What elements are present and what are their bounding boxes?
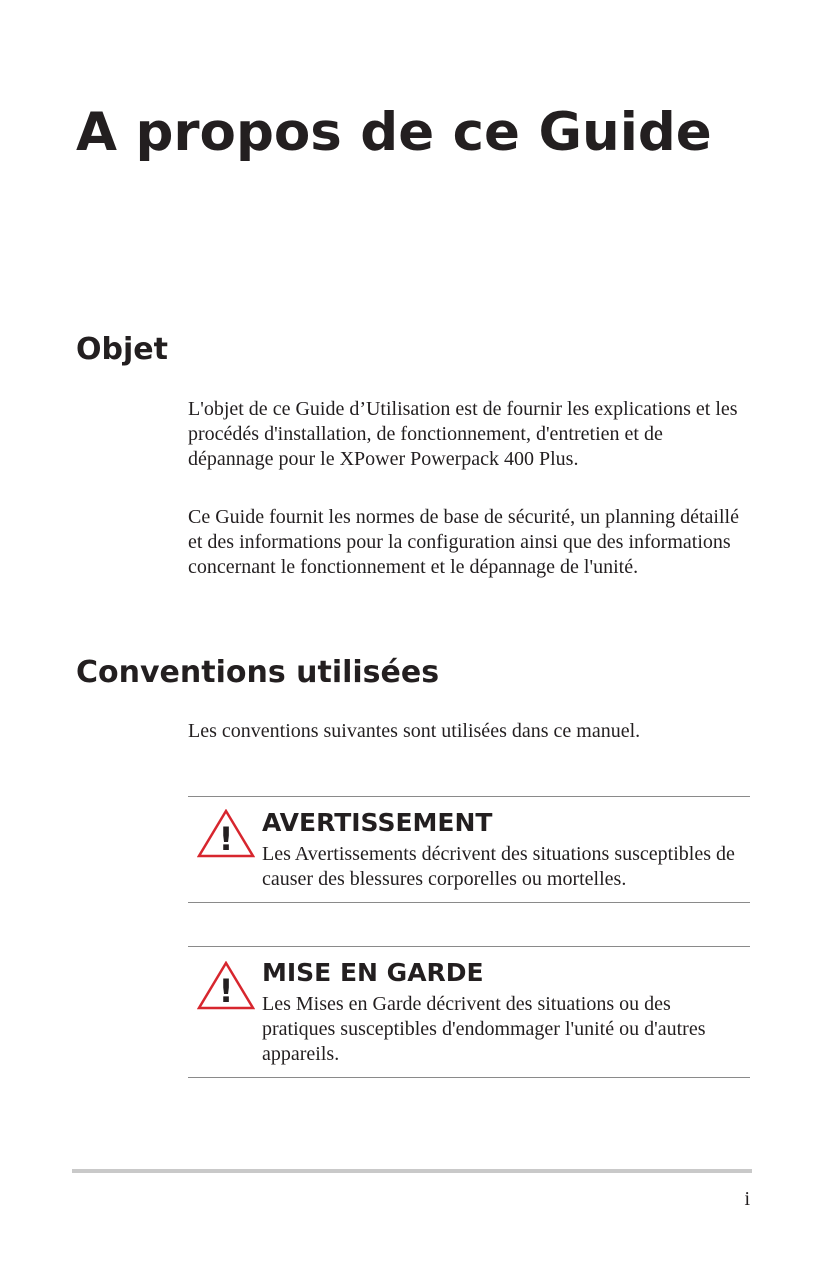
warning-title: AVERTISSEMENT: [262, 808, 493, 837]
svg-text:!: !: [218, 820, 234, 858]
section-heading-conventions: Conventions utilisées: [76, 655, 440, 690]
warning-triangle-icon: [197, 961, 255, 1011]
objet-paragraph-2: Ce Guide fournit les normes de base de sécurité, un planning détaillé et des informations pour la configuration ainsi que des informations concernant le fonctionnement et le dépannage de l'unité.: [188, 506, 739, 578]
footer-divider: [72, 1169, 752, 1173]
caution-text: Les Mises en Garde décrivent des situations ou des pratiques susceptibles d'endommager l'unité ou d'autres appareils.: [262, 993, 706, 1065]
conventions-paragraph: Les conventions suivantes sont utilisées dans ce manuel.: [188, 720, 641, 742]
objet-paragraph-1: L'objet de ce Guide d’Utilisation est de fournir les explications et les procédés d'installation, de fonctionnement, d'entretien et de dépannage pour le XPower Powerpack 400 Plus.: [188, 398, 738, 470]
section-heading-objet: Objet: [76, 332, 168, 367]
warning-notice: [188, 796, 750, 903]
page-title: A propos de ce Guide: [76, 102, 712, 163]
warning-text: Les Avertissements décrivent des situations susceptibles de causer des blessures corporelles ou mortelles.: [262, 843, 735, 890]
warning-triangle-icon: [197, 809, 255, 859]
svg-text:!: !: [218, 972, 234, 1010]
caution-notice: [188, 946, 750, 1078]
page-number: i: [744, 1188, 750, 1210]
caution-title: MISE EN GARDE: [262, 958, 484, 987]
